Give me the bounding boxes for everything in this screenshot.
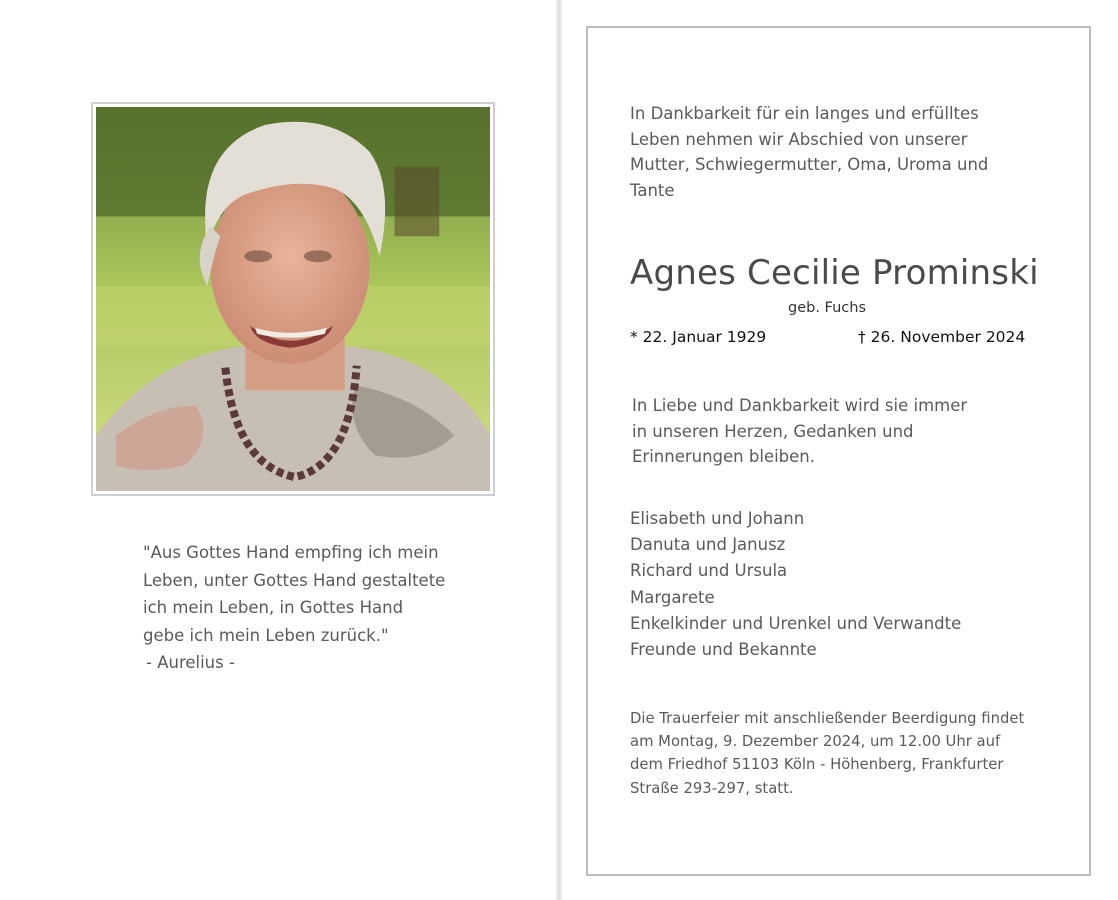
mourner-item: Danuta und Janusz xyxy=(630,535,786,555)
quote-line: Leben, unter Gottes Hand gestaltete xyxy=(143,570,446,590)
birth-date: * 22. Januar 1929 xyxy=(630,328,767,346)
quote-line: "Aus Gottes Hand empfing ich mein xyxy=(143,543,439,562)
mourner-item: Elisabeth und Johann xyxy=(630,509,805,528)
mourner-item: Margarete xyxy=(630,587,715,607)
mourner-item: Richard und Ursula xyxy=(630,561,788,581)
intro-line: Mutter, Schwiegermutter, Oma, Uroma und xyxy=(630,155,989,174)
intro-line: Tante xyxy=(630,180,675,200)
service-line: Straße 293-297, statt. xyxy=(630,779,794,797)
remembrance-line: Erinnerungen bleiben. xyxy=(632,447,816,466)
service-line: am Montag, 9. Dezember 2024, um 12.00 Uhr auf xyxy=(630,733,1001,751)
service-line: dem Friedhof 51103 Köln - Höhenberg, Frankfurter xyxy=(630,756,1004,774)
remembrance-line: in unseren Herzen, Gedanken und xyxy=(632,421,914,441)
mourner-item: Freunde und Bekannte xyxy=(630,640,817,660)
quote-line: ich mein Leben, in Gottes Hand xyxy=(143,598,404,617)
intro-text xyxy=(630,101,988,203)
maiden-name: geb. Fuchs xyxy=(788,300,867,316)
remembrance-line: In Liebe und Dankbarkeit wird sie immer xyxy=(632,396,968,415)
mourners-list xyxy=(630,506,961,663)
mourner-item: Enkelkinder und Urenkel und Verwandte xyxy=(630,613,962,633)
death-date: † 26. November 2024 xyxy=(858,328,1026,346)
quote-block xyxy=(143,539,445,677)
quote-author: - Aurelius - xyxy=(146,653,235,672)
obituary-card xyxy=(586,26,1091,876)
portrait-photo xyxy=(96,107,490,491)
intro-line: In Dankbarkeit für ein langes und erfülltes xyxy=(630,104,979,123)
portrait-frame xyxy=(91,102,495,496)
quote-line: gebe ich mein Leben zurück." xyxy=(143,625,389,645)
intro-line: Leben nehmen wir Abschied von unserer xyxy=(630,129,968,149)
remembrance-text xyxy=(632,393,967,470)
service-line: Die Trauerfeier mit anschließender Beerdigung findet xyxy=(630,710,1025,727)
service-info xyxy=(630,707,1024,800)
page-fold xyxy=(556,0,562,900)
deceased-name: Agnes Cecilie Prominski xyxy=(630,253,1039,293)
